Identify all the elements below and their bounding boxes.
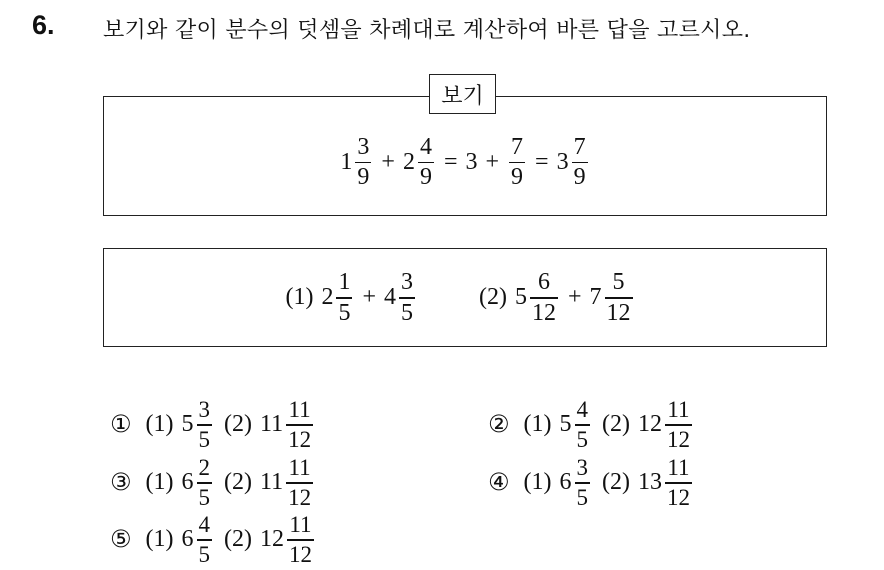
numerator: 11 bbox=[667, 455, 690, 480]
part-1-label: (1) bbox=[523, 468, 552, 495]
denominator: 12 bbox=[288, 484, 312, 510]
numerator: 6 bbox=[537, 269, 550, 296]
numerator: 4 bbox=[198, 512, 210, 537]
fraction bbox=[197, 398, 213, 451]
denominator: 5 bbox=[576, 484, 588, 510]
fraction bbox=[509, 135, 525, 190]
mixed-whole: 6 bbox=[181, 468, 194, 495]
denominator: 5 bbox=[338, 299, 351, 326]
choice-marker: ④ bbox=[488, 468, 510, 497]
mixed-whole: 4 bbox=[384, 284, 396, 310]
problem-1-label: (1) bbox=[285, 284, 314, 310]
fraction bbox=[197, 513, 213, 566]
numerator: 11 bbox=[288, 455, 311, 480]
numerator: 3 bbox=[198, 397, 210, 422]
part-1-label: (1) bbox=[523, 410, 552, 437]
numerator: 11 bbox=[289, 512, 312, 537]
part-1-label: (1) bbox=[145, 410, 174, 437]
choice-marker: ③ bbox=[110, 468, 132, 497]
mixed-whole: 12 bbox=[637, 410, 662, 437]
mixed-whole: 2 bbox=[321, 284, 334, 310]
numerator: 5 bbox=[612, 269, 625, 296]
fraction bbox=[605, 270, 633, 325]
fraction bbox=[355, 135, 371, 190]
numerator: 3 bbox=[357, 133, 370, 160]
fraction bbox=[665, 398, 692, 451]
numerator: 4 bbox=[419, 133, 432, 160]
fraction bbox=[418, 135, 434, 190]
fraction bbox=[197, 456, 213, 509]
plus-sign: + bbox=[485, 148, 500, 175]
choice-5[interactable] bbox=[110, 513, 316, 566]
mixed-whole: 11 bbox=[259, 410, 284, 437]
fraction bbox=[336, 270, 352, 325]
choice-1[interactable] bbox=[110, 398, 315, 451]
choice-marker: ⑤ bbox=[110, 525, 132, 554]
numerator: 1 bbox=[338, 269, 351, 296]
denominator: 9 bbox=[357, 164, 370, 191]
question-text: 보기와 같이 분수의 덧셈을 차례대로 계산하여 바른 답을 고르시오. bbox=[103, 18, 751, 43]
fraction bbox=[575, 456, 591, 509]
denominator: 9 bbox=[573, 164, 586, 191]
mixed-whole: 5 bbox=[514, 284, 527, 310]
mixed-whole: 1 bbox=[340, 148, 353, 175]
fraction bbox=[530, 270, 558, 325]
plus-sign: + bbox=[381, 148, 395, 175]
numerator: 3 bbox=[401, 269, 413, 296]
problems-row bbox=[285, 270, 634, 325]
denominator: 5 bbox=[198, 484, 210, 510]
denominator: 5 bbox=[576, 426, 588, 452]
question-number: 6. bbox=[32, 10, 55, 40]
denominator: 9 bbox=[419, 164, 432, 191]
choice-4[interactable] bbox=[488, 456, 694, 509]
part-2-label: (2) bbox=[602, 468, 630, 495]
denominator: 12 bbox=[288, 541, 312, 567]
denominator: 12 bbox=[666, 484, 690, 510]
mixed-whole: 5 bbox=[181, 410, 194, 437]
example-equation bbox=[340, 135, 589, 190]
numerator: 11 bbox=[667, 397, 690, 422]
part-2-label: (2) bbox=[602, 410, 630, 437]
fraction bbox=[286, 456, 313, 509]
plus-sign: + bbox=[567, 284, 582, 310]
part-2-label: (2) bbox=[224, 525, 252, 552]
choice-2[interactable] bbox=[488, 398, 694, 451]
problems-box bbox=[103, 248, 827, 347]
plus-sign: + bbox=[362, 284, 376, 310]
denominator: 12 bbox=[288, 426, 312, 452]
fraction bbox=[572, 135, 588, 190]
equals-sign: = bbox=[535, 148, 549, 175]
denominator: 12 bbox=[666, 426, 690, 452]
fraction bbox=[575, 398, 591, 451]
part-2-label: (2) bbox=[224, 410, 252, 437]
numerator: 2 bbox=[198, 455, 210, 480]
part-1-label: (1) bbox=[145, 468, 174, 495]
denominator: 9 bbox=[511, 164, 524, 191]
mixed-whole: 13 bbox=[637, 468, 662, 495]
numerator: 7 bbox=[511, 133, 524, 160]
whole-number: 3 bbox=[465, 148, 478, 175]
numerator: 11 bbox=[288, 397, 311, 422]
part-1-label: (1) bbox=[145, 525, 174, 552]
numerator: 7 bbox=[573, 133, 586, 160]
mixed-whole: 7 bbox=[589, 284, 602, 310]
problem-2-label: (2) bbox=[479, 284, 507, 310]
choice-marker: ① bbox=[110, 410, 132, 439]
denominator: 12 bbox=[606, 299, 631, 326]
mixed-whole: 2 bbox=[402, 148, 415, 175]
mixed-whole: 6 bbox=[559, 468, 572, 495]
choice-3[interactable] bbox=[110, 456, 315, 509]
example-label: 보기 bbox=[429, 74, 496, 114]
numerator: 3 bbox=[576, 455, 588, 480]
mixed-whole: 5 bbox=[559, 410, 572, 437]
mixed-whole: 11 bbox=[259, 468, 284, 495]
denominator: 5 bbox=[198, 541, 210, 567]
mixed-whole: 12 bbox=[259, 525, 284, 552]
mixed-whole: 6 bbox=[181, 525, 194, 552]
fraction bbox=[399, 270, 415, 325]
example-box bbox=[103, 96, 827, 216]
equals-sign: = bbox=[443, 148, 458, 175]
fraction bbox=[287, 513, 314, 566]
fraction bbox=[665, 456, 692, 509]
fraction bbox=[286, 398, 313, 451]
denominator: 5 bbox=[401, 299, 413, 326]
denominator: 12 bbox=[531, 299, 556, 326]
numerator: 4 bbox=[576, 397, 588, 422]
mixed-whole: 3 bbox=[556, 148, 569, 175]
part-2-label: (2) bbox=[224, 468, 252, 495]
denominator: 5 bbox=[198, 426, 210, 452]
choice-marker: ② bbox=[488, 410, 510, 439]
